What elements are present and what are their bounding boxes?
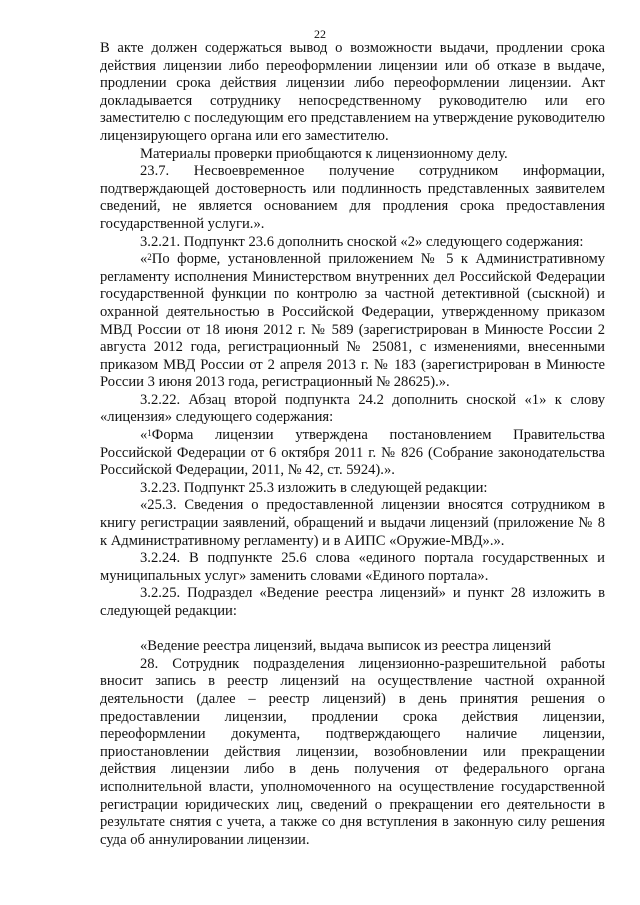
- paragraph-3-2-25: 3.2.25. Подраздел «Ведение реестра лицензий» и пункт 28 изложить в следующей редакции:: [100, 585, 605, 619]
- paragraph-footnote-2: [100, 251, 605, 392]
- footnote-marker: 1: [147, 428, 152, 439]
- footnote-marker: 2: [147, 252, 152, 263]
- paragraph-3-2-23: 3.2.23. Подпункт 25.3 изложить в следующей редакции:: [140, 479, 488, 496]
- footnote-text: Форма лицензии утверждена постановлением Правительства Российской Федерации от 6 октября 2011 г. № 826 (Собрание законодательства Российской Федерации, 2011, № 42, ст. 5924).».: [100, 427, 605, 479]
- page-number: 22: [314, 27, 326, 41]
- paragraph-3-2-21: 3.2.21. Подпункт 23.6 дополнить сноской «2» следующего содержания:: [140, 233, 584, 250]
- paragraph-25-3: «25.3. Сведения о предоставленной лицензии вносятся сотрудником в книгу регистрации заявлений, обращений и выдачи лицензий (приложение № 8 к Административному регламенту) и в АИПС «Оружие-МВД».».: [100, 497, 605, 549]
- footnote-text: По форме, установленной приложением № 5 к Административному регламенту исполнения Министерством внутренних дел Российской Федерации государственной функции по контролю за частной детективной (сыскной) и охранной деятельностью в Российской Федерации, утвержденному приказом МВД России от 18 июня 2012 г. № 589 (зарегистрирован в Минюсте России 2 августа 2012 года, регистрационный № 25081, с изменениями, внесенными приказом МВД России от 2 апреля 2013 г. № 183 (зарегистрирован в Минюсте России 3 июня 2013 года, регистрационный № 28625).».: [100, 251, 605, 391]
- paragraph-footnote-1: [100, 427, 605, 480]
- subsection-heading: «Ведение реестра лицензий, выдача выписок из реестра лицензий: [140, 638, 552, 655]
- paragraph-3-2-22: 3.2.22. Абзац второй подпункта 24.2 дополнить сноской «1» к слову «лицензия» следующего содержания:: [100, 391, 605, 426]
- paragraph-act-conclusion: В акте должен содержаться вывод о возможности выдачи, продлении срока действия лицензии либо переоформлении лицензии или об отказе в выдаче, продлении срока действия лицензии либо переоформлении лицензии. Акт докладывается сотруднику непосредственному руководителю или его заместителю с последующим его представлением на утверждение руководителю лицензирующего органа или его заместителю.: [100, 40, 605, 144]
- paragraph-3-2-24: 3.2.24. В подпункте 25.6 слова «единого портала государственных и муниципальных услуг» заменить словами «Единого портала».: [100, 550, 605, 584]
- paragraph-materials: Материалы проверки приобщаются к лицензионному делу.: [140, 145, 508, 162]
- document-body: [100, 40, 605, 849]
- paragraph-28: 28. Сотрудник подразделения лицензионно-разрешительной работы вносит запись в реестр лицензий на осуществление частной охранной деятельности (далее – реестр лицензий) в день принятия решения о предоставлении лицензии, продлении срока действия лицензии, переоформлении документа, подтверждающего наличие лицензии, приостановлении действия лицензии, возобновлении или прекращении действия лицензии либо в день получения от федерального органа исполнительной власти, уполномоченного на осуществление государственной регистрации юридических лиц, сведений о прекращении его деятельности в результате снятия с учета, а также со дня вступления в законную силу решения суда об аннулировании лицензии.: [100, 655, 605, 848]
- quote-mark: «: [140, 427, 148, 444]
- paragraph-23-7: 23.7. Несвоевременное получение сотрудником информации, подтверждающей достоверность или подлинность представленных заявителем сведений, не является основанием для продления срока предоставления государственной услуги.».: [100, 163, 605, 232]
- quote-mark: «: [140, 251, 148, 268]
